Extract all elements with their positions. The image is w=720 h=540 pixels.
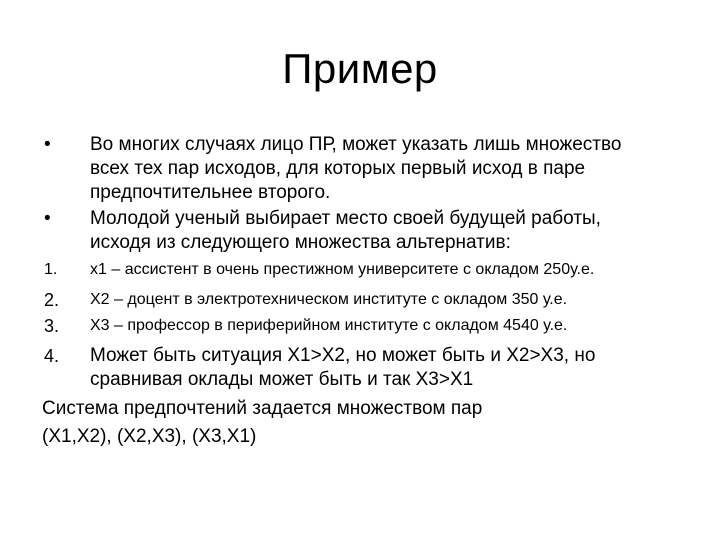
numbered-marker: 4.	[44, 346, 60, 366]
numbered-1-line-1: x1 – ассистент в очень престижном университете с окладом 250у.е.	[90, 261, 595, 278]
bullet-1-line-3: предпочтительнее второго.	[90, 182, 331, 203]
bullet-2-line-1: Молодой ученый выбирает место своей будущей работы,	[90, 208, 601, 229]
bullet-marker: •	[44, 208, 51, 229]
numbered-marker: 2.	[44, 290, 60, 310]
bullet-2-line-2: исходя из следующего множества альтернатив:	[90, 232, 511, 253]
numbered-2-line-1: X2 – доцент в электротехническом институте с окладом 350 у.е.	[90, 291, 568, 308]
numbered-3-line-1: X3 – профессор в периферийном институте с окладом 4540 у.е.	[90, 317, 568, 334]
conclusion-line-2: (X1,X2), (X2,X3), (X3,X1)	[42, 426, 257, 447]
bullet-1-line-2: всех тех пар исходов, для которых первый исход в паре	[90, 158, 586, 179]
numbered-marker: 1.	[44, 261, 58, 278]
numbered-4-line-1: Может быть ситуация X1>X2, но может быть и X2>X3, но	[90, 345, 596, 366]
conclusion-line-1: Система предпочтений задается множеством пар	[42, 398, 483, 419]
numbered-4-line-2: сравнивая оклады может быть и так X3>X1	[90, 369, 474, 390]
slide-title: Пример	[282, 45, 438, 92]
bullet-1-line-1: Во многих случаях лицо ПР, может указать лишь множество	[90, 134, 622, 155]
bullet-marker: •	[44, 134, 51, 155]
numbered-marker: 3.	[44, 316, 60, 336]
